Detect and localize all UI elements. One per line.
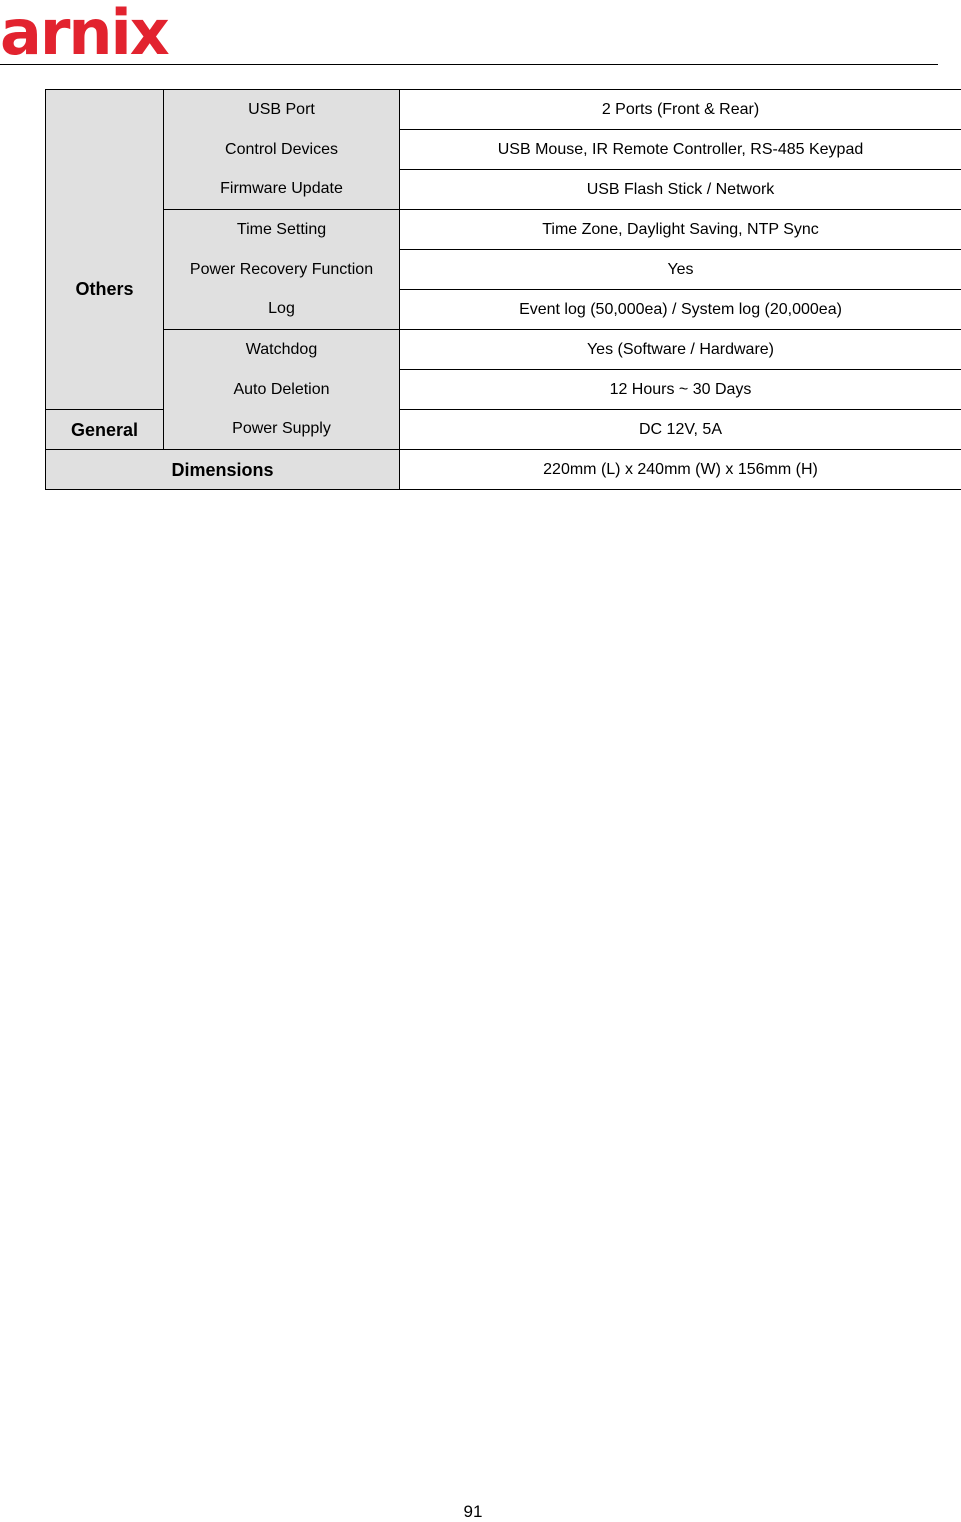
spec-value: 2 Ports (Front & Rear) bbox=[400, 90, 961, 130]
table-row bbox=[46, 330, 961, 370]
table-row bbox=[46, 250, 961, 290]
table-row bbox=[46, 370, 961, 410]
spec-item: USB Port bbox=[164, 90, 400, 130]
page-number: 91 bbox=[0, 1502, 946, 1522]
table-row bbox=[46, 450, 961, 490]
spec-value: Yes (Software / Hardware) bbox=[400, 330, 961, 370]
table-row bbox=[46, 130, 961, 170]
spec-value: 12 Hours ~ 30 Days bbox=[400, 370, 961, 410]
specifications-table bbox=[45, 89, 961, 490]
spec-value: USB Mouse, IR Remote Controller, RS-485 Keypad bbox=[400, 130, 961, 170]
table-row bbox=[46, 210, 961, 250]
category-general: General bbox=[46, 410, 164, 450]
table-row bbox=[46, 410, 961, 450]
header-rule bbox=[0, 64, 938, 65]
spec-value: Yes bbox=[400, 250, 961, 290]
category-others: Others bbox=[46, 170, 164, 410]
table-row bbox=[46, 170, 961, 210]
spec-item: Control Devices bbox=[164, 130, 400, 170]
spec-item: Power Supply bbox=[164, 410, 400, 450]
table-row bbox=[46, 290, 961, 330]
category-dimensions: Dimensions bbox=[46, 450, 400, 490]
category-cell-blank bbox=[46, 90, 164, 130]
spec-value: 220mm (L) x 240mm (W) x 156mm (H) bbox=[400, 450, 961, 490]
logo-text: arnix bbox=[0, 0, 170, 66]
spec-value: Event log (50,000ea) / System log (20,000ea) bbox=[400, 290, 961, 330]
table-row bbox=[46, 90, 961, 130]
spec-item: Time Setting bbox=[164, 210, 400, 250]
spec-value: USB Flash Stick / Network bbox=[400, 170, 961, 210]
spec-item: Power Recovery Function bbox=[164, 250, 400, 290]
spec-value: Time Zone, Daylight Saving, NTP Sync bbox=[400, 210, 961, 250]
category-cell-blank bbox=[46, 130, 164, 170]
spec-item: Log bbox=[164, 290, 400, 330]
spec-item: Firmware Update bbox=[164, 170, 400, 210]
arnix-logo bbox=[0, 0, 176, 66]
spec-item: Watchdog bbox=[164, 330, 400, 370]
spec-item: Auto Deletion bbox=[164, 370, 400, 410]
spec-value: DC 12V, 5A bbox=[400, 410, 961, 450]
